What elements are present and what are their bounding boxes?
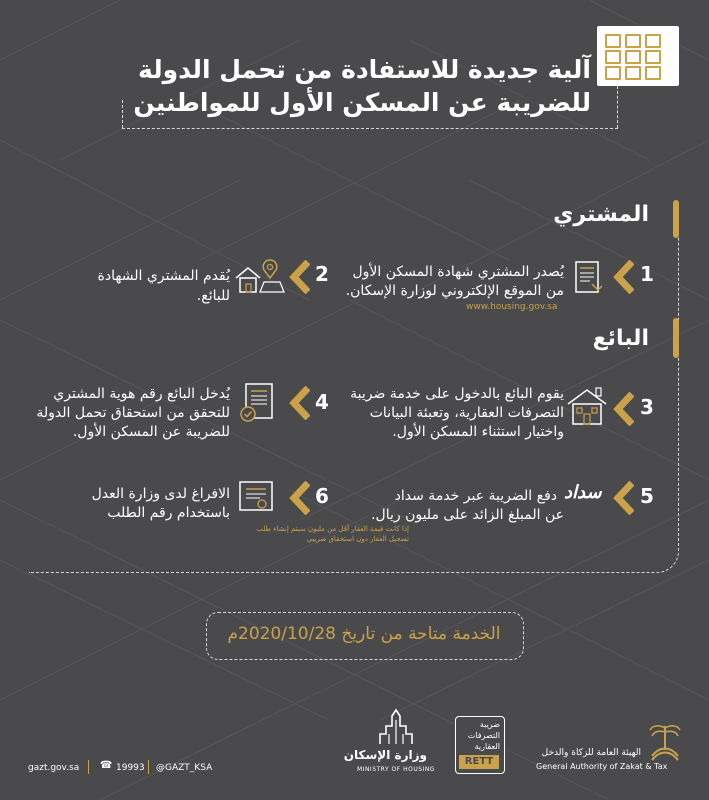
palm-swords-emblem-icon (646, 720, 684, 766)
sadad-logo: سداد (564, 482, 602, 503)
step-5-text-line-1: دفع الضريبة عبر خدمة سداد (394, 488, 557, 504)
grid-icon (597, 26, 679, 86)
buyer-section-bar (673, 200, 679, 238)
step-1-chevron-icon (612, 260, 634, 294)
step-2-text-line-1: يُقدم المشتري الشهادة (97, 268, 230, 284)
housing-website-link[interactable]: www.housing.gov.sa (466, 302, 558, 312)
step-2-text-line-2: للبائع. (196, 288, 230, 304)
availability-text: الخدمة متاحة من تاريخ 2020/10/28م (227, 624, 501, 644)
step-3-text-line-2: التصرفات العقارية، وتعبئة البيانات (369, 405, 564, 421)
step-2-chevron-icon (288, 260, 310, 294)
phone-icon: ☎ (100, 760, 113, 771)
ministry-name-en: MINISTRY OF HOUSING (357, 766, 435, 773)
step-3-number: 3 (640, 395, 654, 419)
footer-social[interactable]: @GAZT_KSA (156, 763, 213, 773)
step-4-number: 4 (315, 390, 329, 414)
rett-ar-line-2: التصرفات (467, 731, 500, 740)
page-title-line-1: آلية جديدة للاستفادة من تحمل الدولة (138, 55, 591, 84)
rett-ar-line-3: العقارية (474, 742, 500, 751)
step-5-number: 5 (640, 484, 654, 508)
buyer-section-title: المشتري (553, 202, 649, 227)
transfer-document-icon (236, 476, 276, 516)
step-3-chevron-icon (612, 392, 634, 426)
footer-divider-2 (148, 760, 149, 774)
header-frame-left (122, 100, 123, 128)
ministry-name-ar: وزارة الإسكان (343, 748, 427, 762)
id-verification-document-icon (236, 380, 280, 424)
certificate-document-icon (568, 258, 608, 298)
step-4-text-line-2: للتحقق من استحقاق تحمل الدولة (36, 405, 230, 421)
house-location-icon (232, 256, 286, 296)
footer-divider-1 (88, 760, 89, 774)
header-frame-bottom (122, 128, 618, 129)
gazt-name-en: General Authority of Zakat & Tax (536, 762, 668, 771)
step-1-text-line-2: من الموقع الإلكتروني لوزارة الإسكان. (345, 283, 564, 299)
step-5-chevron-icon (612, 481, 634, 515)
step-6-number: 6 (315, 484, 329, 508)
step-6-text-line-2: باستخدام رقم الطلب (107, 505, 230, 521)
step-3-text-line-1: يقوم البائع بالدخول على خدمة ضريبة (350, 386, 564, 402)
step-2-number: 2 (315, 262, 329, 286)
step-6-text-line-1: الافراغ لدى وزارة العدل (91, 486, 230, 502)
rett-badge: RETT (459, 755, 499, 769)
ministry-of-housing-logo-icon (376, 706, 416, 746)
step-4-text-line-1: يُدخل البائع رقم هوية المشتري (53, 386, 230, 402)
step-5-text-line-2: عن المبلغ الزائد على مليون ريال. (371, 507, 564, 523)
step-6-chevron-icon (288, 481, 310, 515)
header-frame-right (617, 86, 618, 128)
step-4-chevron-icon (288, 386, 310, 420)
seller-section-title: البائع (592, 326, 649, 351)
seller-section-bar (673, 318, 679, 358)
footer-phone: 19993 (116, 763, 145, 773)
step-5-note-line-2: تسجيل العقار دون استحقاق ضريبي (306, 535, 409, 543)
step-1-number: 1 (640, 262, 654, 286)
step-3-text-line-3: واختيار استثناء المسكن الأول. (392, 424, 564, 440)
step-5-note-line-1: إذا كانت قيمة العقار أقل من مليون سيتم إنشاء طلب (256, 525, 409, 533)
step-4-text-line-3: للضريبة عن المسكن الأول. (72, 424, 230, 440)
house-icon (564, 384, 610, 428)
footer-website[interactable]: gazt.gov.sa (28, 763, 80, 773)
step-1-text-line-1: يُصدر المشتري شهادة المسكن الأول (352, 264, 564, 280)
gazt-name-ar: الهيئة العامة للزكاة والدخل (541, 748, 641, 758)
rett-ar-line-1: ضريبة (479, 720, 500, 729)
page-title-line-2: للضريبة عن المسكن الأول للمواطنين (133, 88, 591, 117)
